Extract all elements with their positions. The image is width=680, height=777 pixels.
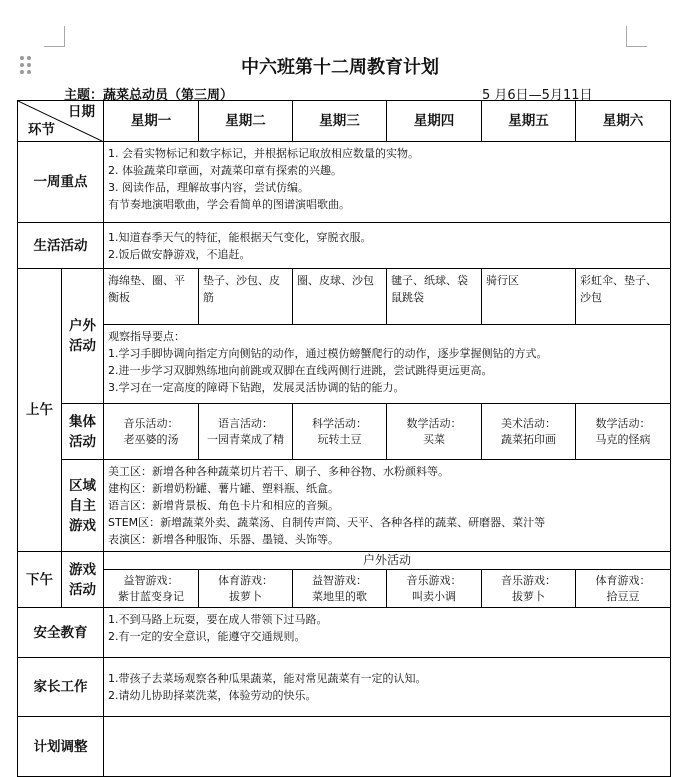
- zone-line: 表演区：新增各种服饰、乐器、墨镜、头饰等。: [108, 533, 339, 546]
- activity-name: 玩转土豆: [317, 432, 362, 446]
- game-type: 益智游戏：: [123, 573, 179, 587]
- game-type: 体育游戏：: [595, 573, 651, 587]
- group-activity-fri: [482, 404, 576, 460]
- weekly-focus-label: 一周重点: [18, 142, 104, 223]
- day-header-mon: 星期一: [104, 101, 199, 142]
- activity-type: 美术活动：: [501, 416, 556, 430]
- game-name: 拔萝卜: [512, 589, 545, 603]
- outdoor-materials-row: [18, 269, 671, 325]
- zone-line: 语言区：新增背景板、角色卡片和相应的音频。: [108, 499, 339, 512]
- outdoor-material-tue: 垫子、沙包、皮筋: [199, 269, 293, 325]
- life-activity-line: 2.饭后做安静游戏，不追赶。: [108, 247, 251, 261]
- corner-section-label: 环节: [28, 122, 55, 138]
- game-name: 菜地里的歌: [312, 589, 367, 603]
- topic-text: 主题：蔬菜总动员（第三周）: [64, 88, 234, 103]
- page-title: 中六班第十二周教育计划: [241, 57, 439, 78]
- activity-name: 老巫婆的汤: [123, 432, 179, 446]
- safety-label: 安全教育: [18, 608, 104, 658]
- adjust-content[interactable]: [104, 717, 671, 777]
- safety-line: 2.有一定的安全意识，能遵守交通规则。: [108, 630, 306, 643]
- afternoon-game-fri: [482, 570, 576, 608]
- game-name: 拾豆豆: [606, 589, 640, 603]
- group-activity-sat: [576, 404, 671, 460]
- afternoon-game-mon: [104, 570, 199, 608]
- guide-line: 3.学习在一定高度的障碍下钻跑，发展灵活协调的钻的能力。: [108, 381, 405, 394]
- safety-row: [18, 608, 671, 658]
- afternoon-label: 下午: [18, 552, 62, 608]
- activity-name: 一园青菜成了精: [207, 432, 284, 446]
- outdoor-material-fri: 骑行区: [482, 269, 576, 325]
- weekly-focus-row: [18, 142, 671, 223]
- day-header-wed: 星期三: [293, 101, 387, 142]
- zone-line: 美工区：新增各种各种蔬菜切片若干、刷子、多种谷物、水粉颜料等。: [108, 465, 449, 478]
- activity-name: 蔬菜拓印画: [501, 432, 556, 446]
- zones-content: [104, 460, 671, 552]
- life-activity-label: 生活活动: [18, 223, 104, 269]
- outdoor-activity-label: 户外活动: [62, 269, 104, 404]
- crop-mark-top-right: [626, 26, 647, 47]
- game-name: 拔萝卜: [229, 589, 262, 603]
- afternoon-outdoor-row: [18, 552, 671, 570]
- guide-line: 观察指导要点：: [108, 330, 185, 343]
- weekly-focus-line: 3. 阅读作品，理解故事内容，尝试仿编。: [108, 181, 309, 194]
- group-activity-thu: [387, 404, 482, 460]
- weekly-focus-line: 2. 体验蔬菜印章画，对蔬菜印章有探索的兴趣。: [108, 164, 342, 177]
- group-activity-tue: [199, 404, 293, 460]
- safety-content: [104, 608, 671, 658]
- outdoor-material-sat: 彩虹伞、垫子、沙包: [576, 269, 671, 325]
- game-type: 音乐游戏：: [501, 573, 556, 587]
- afternoon-games-row: [18, 570, 671, 608]
- adjust-row: [18, 717, 671, 777]
- day-header-tue: 星期二: [199, 101, 293, 142]
- game-name: 紫甘蓝变身记: [118, 589, 184, 603]
- zone-line: 建构区：新增奶粉罐、薯片罐、塑料瓶、纸盒。: [108, 482, 339, 495]
- group-activity-mon: [104, 404, 199, 460]
- date-range: 5 月6日—5月11日: [482, 88, 593, 103]
- life-activity-content: [104, 223, 671, 269]
- guide-line: 2.进一步学习双脚熟练地向前跳或双脚在直线两侧行进跳，尝试跳得更远更高。: [108, 364, 493, 377]
- morning-label: 上午: [18, 269, 62, 552]
- corner-header-cell: [18, 101, 104, 142]
- adjust-label: 计划调整: [18, 717, 104, 777]
- outdoor-guide-content: [104, 325, 671, 404]
- zones-label: 区域自主游戏: [62, 460, 104, 552]
- afternoon-game-sat: [576, 570, 671, 608]
- group-activity-row: [18, 404, 671, 460]
- day-header-fri: 星期五: [482, 101, 576, 142]
- header-row: [18, 101, 671, 142]
- group-activity-label: 集体活动: [62, 404, 104, 460]
- group-activity-wed: [293, 404, 387, 460]
- game-type: 益智游戏：: [312, 573, 367, 587]
- weekly-focus-content: [104, 142, 671, 223]
- activity-type: 科学活动：: [312, 416, 367, 430]
- weekly-focus-line: 1. 会看实物标记和数字标记，并根据标记取放相应数量的实物。: [108, 147, 419, 160]
- outdoor-guide-row: [18, 325, 671, 404]
- weekly-focus-line: 有节奏地演唱歌曲，学会看简单的图谱演唱歌曲。: [108, 198, 350, 211]
- plan-table: [17, 100, 671, 777]
- activity-type: 数学活动：: [595, 416, 651, 430]
- games-label: 游戏活动: [62, 552, 104, 608]
- activity-type: 语言活动：: [218, 416, 273, 430]
- outdoor-material-mon: 海绵垫、圈、平衡板: [104, 269, 199, 325]
- parents-line: 2.请幼儿协助择菜洗菜，体验劳动的快乐。: [108, 689, 317, 702]
- activity-name: 买菜: [423, 432, 445, 446]
- corner-date-label: 日期: [68, 104, 95, 120]
- game-name: 叫卖小调: [412, 589, 456, 603]
- zones-row: [18, 460, 671, 552]
- day-header-thu: 星期四: [387, 101, 482, 142]
- parents-content: [104, 658, 671, 717]
- parents-row: [18, 658, 671, 717]
- activity-name: 马克的怪病: [595, 432, 651, 446]
- crop-mark-top-left: [44, 26, 65, 47]
- afternoon-outdoor-note: 户外活动: [104, 552, 671, 570]
- guide-line: 1.学习手脚协调向指定方向侧钻的动作，通过模仿螃蟹爬行的动作，逐步掌握侧钻的方式。: [108, 347, 548, 360]
- safety-line: 1.不到马路上玩耍，要在成人带领下过马路。: [108, 613, 328, 626]
- game-type: 音乐游戏：: [406, 573, 462, 587]
- game-type: 体育游戏：: [218, 573, 273, 587]
- parents-line: 1.带孩子去菜场观察各种瓜果蔬菜，能对常见蔬菜有一定的认知。: [108, 672, 427, 685]
- parents-label: 家长工作: [18, 658, 104, 717]
- life-activity-row: [18, 223, 671, 269]
- life-activity-line: 1.知道春季天气的特征，能根据天气变化，穿脱衣服。: [108, 230, 372, 244]
- activity-type: 数学活动：: [406, 416, 462, 430]
- activity-type: 音乐活动：: [123, 416, 179, 430]
- afternoon-game-wed: [293, 570, 387, 608]
- afternoon-game-thu: [387, 570, 482, 608]
- outdoor-material-thu: 毽子、纸球、袋鼠跳袋: [387, 269, 482, 325]
- day-header-sat: 星期六: [576, 101, 671, 142]
- outdoor-material-wed: 圈、皮球、沙包: [293, 269, 387, 325]
- afternoon-game-tue: [199, 570, 293, 608]
- zone-line: STEM区：新增蔬菜外卖、蔬菜汤、自制传声筒、天平、各种各样的蔬菜、研磨器、菜汁等: [108, 516, 546, 529]
